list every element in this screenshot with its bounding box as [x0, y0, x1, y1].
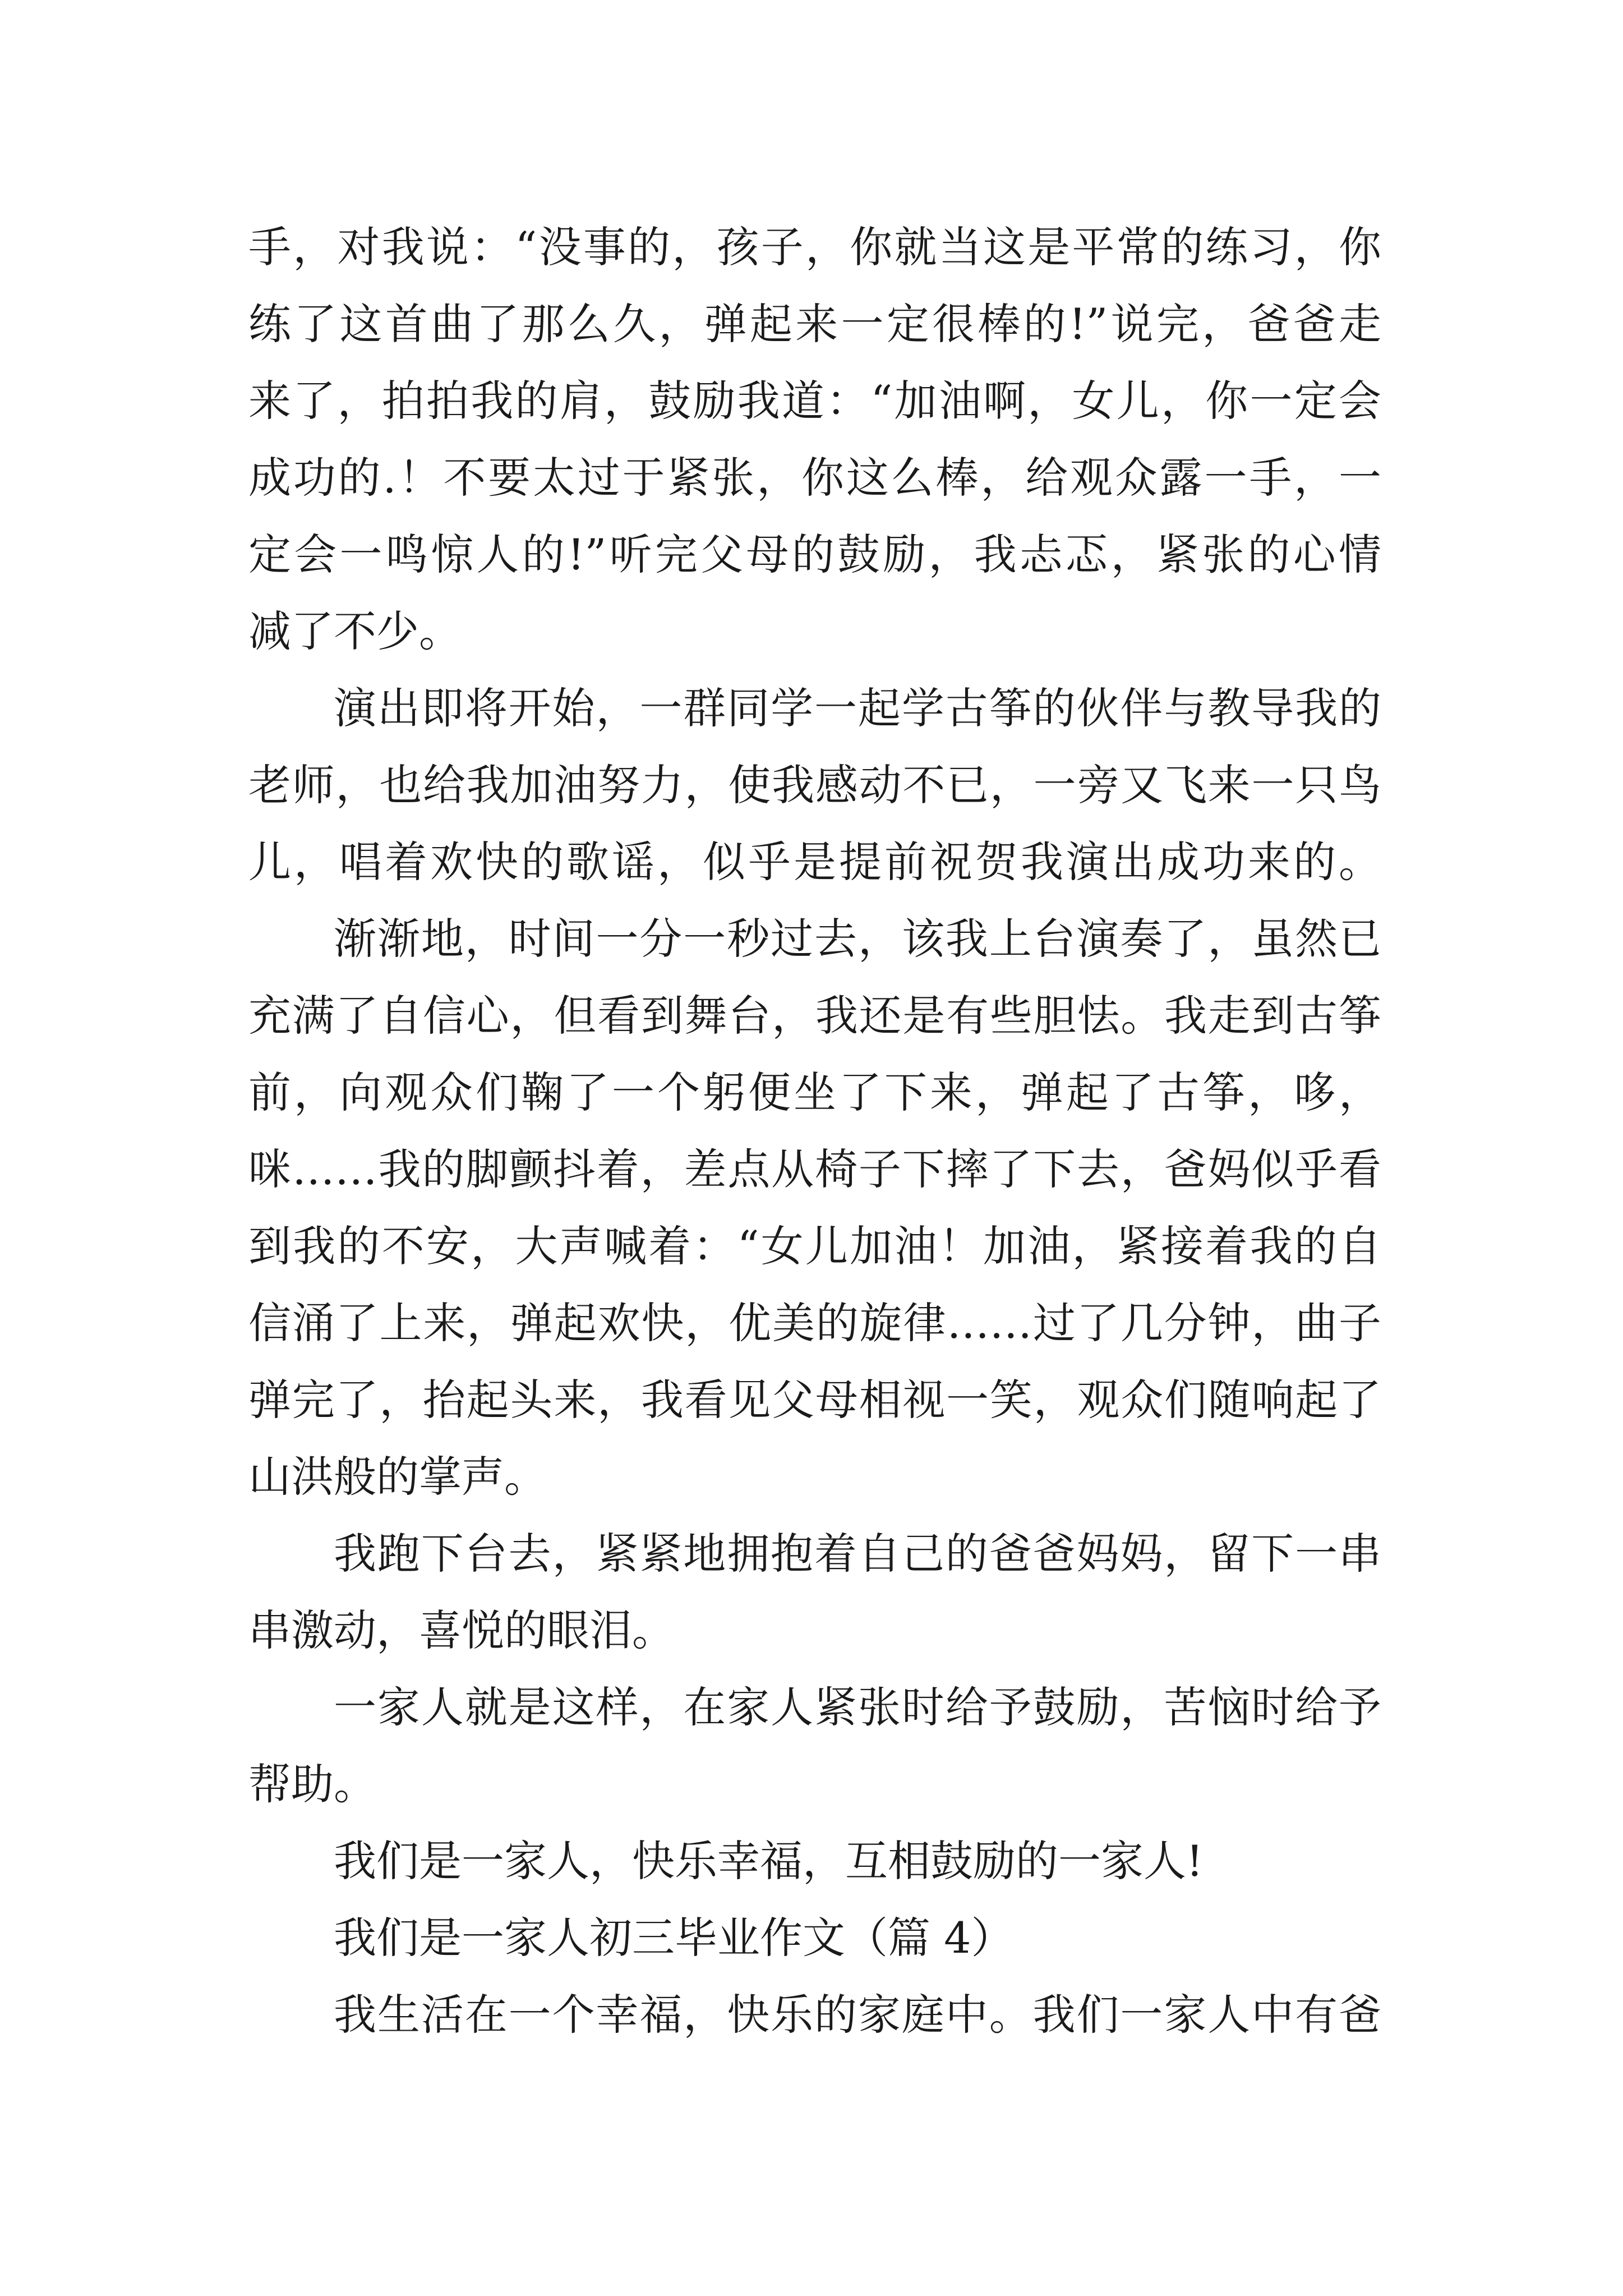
text-line: 到我的不安，大声喊着：“女儿加油！加油，紧接着我的自 — [248, 1221, 1381, 1271]
text-line: 串激动，喜悦的眼泪。 — [248, 1605, 675, 1655]
article-body — [248, 209, 1381, 2053]
section-heading: 我们是一家人初三毕业作文（篇 4） — [334, 1913, 1014, 1963]
text-line: 信涌了上来，弹起欢快，优美的旋律……过了几分钟，曲子 — [248, 1298, 1381, 1348]
text-line: 充满了自信心，但看到舞台，我还是有些胆怯。我走到古筝 — [248, 991, 1381, 1041]
text-line: 我们是一家人，快乐幸福，互相鼓励的一家人! — [334, 1836, 1204, 1886]
text-line: 弹完了，抬起头来，我看见父母相视一笑，观众们随响起了 — [248, 1375, 1381, 1425]
text-line: 山洪般的掌声。 — [248, 1452, 547, 1502]
text-line: 前，向观众们鞠了一个躬便坐了下来，弹起了古筝，哆， — [248, 1068, 1381, 1117]
text-line: 减了不少。 — [248, 606, 462, 656]
text-line: 帮助。 — [248, 1759, 376, 1809]
text-line: 儿，唱着欢快的歌谣，似乎是提前祝贺我演出成功来的。 — [248, 837, 1381, 887]
text-line: 渐渐地，时间一分一秒过去，该我上台演奏了，虽然已 — [334, 914, 1381, 964]
text-line: 咪……我的脚颤抖着，差点从椅子下摔了下去，爸妈似乎看 — [248, 1144, 1381, 1194]
text-line: 定会一鸣惊人的!”听完父母的鼓励，我忐忑，紧张的心情 — [248, 530, 1381, 579]
text-line: 我生活在一个幸福，快乐的家庭中。我们一家人中有爸 — [334, 1990, 1381, 2040]
text-line: 成功的.！不要太过于紧张，你这么棒，给观众露一手，一 — [248, 453, 1381, 503]
text-line: 手，对我说：“没事的，孩子，你就当这是平常的练习，你 — [248, 222, 1381, 272]
text-line: 一家人就是这样，在家人紧张时给予鼓励，苦恼时给予 — [334, 1682, 1381, 1732]
text-line: 演出即将开始，一群同学一起学古筝的伙伴与教导我的 — [334, 683, 1381, 733]
text-line: 练了这首曲了那么久，弹起来一定很棒的!”说完，爸爸走 — [248, 299, 1381, 349]
text-line: 来了，拍拍我的肩，鼓励我道：“加油啊，女儿，你一定会 — [248, 376, 1381, 426]
text-line: 老师，也给我加油努力，使我感动不已，一旁又飞来一只鸟 — [248, 760, 1381, 810]
text-line: 我跑下台去，紧紧地拥抱着自己的爸爸妈妈，留下一串 — [334, 1529, 1381, 1579]
